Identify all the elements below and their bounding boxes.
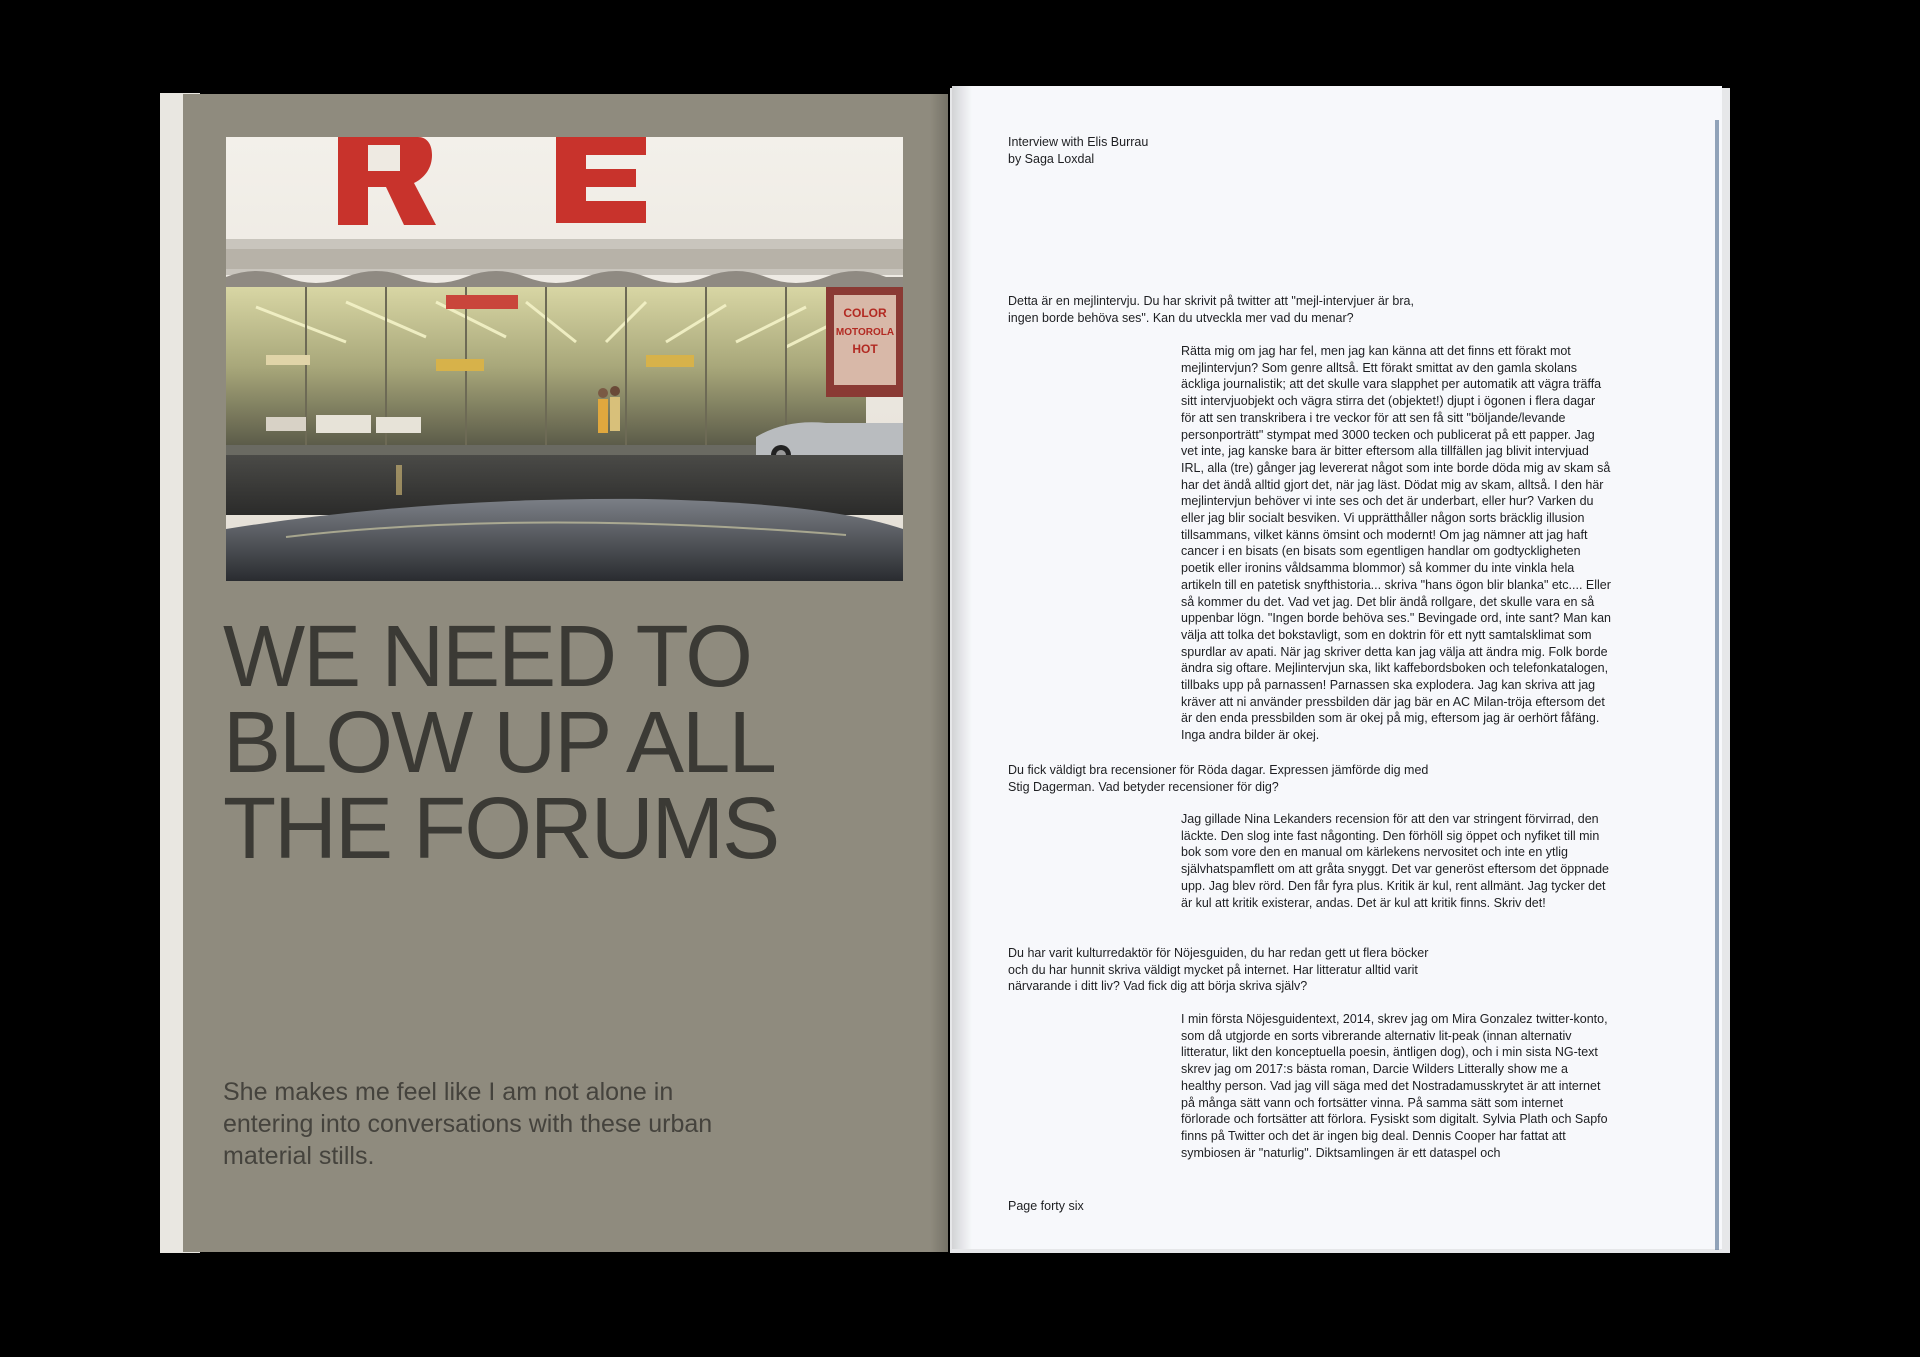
left-page [183, 94, 948, 1252]
headline-line-1: WE NEED TO [223, 608, 751, 705]
answer-2: Jag gillade Nina Lekanders recension för att den var stringent förvirrad, den läckte. Den slog inte fast någonting. Den förhöll sig öppet och nyfiket till min bok som vore den en manual om kärlekens nervositet och inte en ytlig självhatspamflett om att gråta snyggt. Det var generöst eftersom det öppnade upp. Jag blev rörd. Den får fyra plus. Kritik är kul, rent allmänt. Jag tycker det är kul att kritik existerar, andas. Det är kul att kritik finns. Skriv det! [1181, 812, 1610, 910]
answer-3: I min första Nöjesguidentext, 2014, skrev jag om Mira Gonzalez twitter-konto, som då utgjorde en sorts vibrerande alternativ lit-peak (innan alternativ litteratur, likt den konceptuella poesin, äntligen dog), och i min sista NG-text skrev jag om 2017:s bästa roman, Darcie Wilders Litterally show me a healthy person. Vad jag vill säga med det Nostradamusskrytet är att internet på många sätt vann och fortsätter vinna. På samma sätt som internet förlorade och fortsätter att förlora. Fysiskt som digitalt. Sylvia Plath och Sapfo finns på Twitter och det är ingen big deal. Dennis Cooper har fattat att symbiosen är "naturlig". Diktsamlingen är ett dataspel och [1181, 1012, 1608, 1160]
gutter-shadow [952, 86, 972, 1249]
sign-text-hot: HOT [852, 342, 878, 356]
answer-1: Rätta mig om jag har fel, men jag kan känna att det finns ett förakt mot mejlintervjun? Som genre alltså. Ett förakt smittat av den gamla skolans äckliga journalistik; att det skulle vara slapphet per automatik att vägra träffa sitt intervjuobjekt och vägra stirra det (objektet!) djupt i ögonen i flera dagar för att sen transkribera i tre veckor för att sen få sitt "böljande/levande personporträtt" stympat med 3000 tecken och publicerat på ett papper. Jag vet inte, jag kanske bara är bitter eftersom alla tillfällen jag blivit intervjuad IRL, alla (tre) gånger jag levererat något som inte borde döda mig av skam så har det ändå alltid gjort det, när jag läst. Dödat mig av skam, alltså. I den här mejlintervjun behöver vi inte ses och det är underbart, eller hur? Varken du eller jag blir socialt besviken. Vi upprätthåller någon sorts bräcklig illusion tillsammans, vilket känns ömsint och modernt! Om jag nämner att jag haft cancer i en bisats (en bisats som egentligen handlar om godtyckligheten poetik eller ironins våldsamma blommor) så kommer du inte vinkla hela artikeln till en patetisk snyfthistoria... skriva "hans ögon blir blanka" etc.... Eller så kommer du det. Vad vet jag. Det blir ändå rollgare, det skulle vara en så uppenbar lögn. "Ingen borde behöva ses." Bevingade ord, inte sant? Man kan välja att tolka det bokstavligt, som en doktrin för ett nytt samtalsklimat som spurdlar av apati. När jag skriver detta kan jag välja att ändra mig. Folk borde ändra sig oftare. Mejlintervjun ska, likt kaffebordsboken och telefonkatalogen, tillbaks upp på parnassen! Parnassen ska explodera. Jag kan skriva att jag kräver att ni använder pressbilden där jag bär en AC Milan-tröja eftersom det är den enda pressbilden som är okej på mig, eftersom jag är oerhört fåfäng. Inga andra bilder är okej. [1181, 344, 1612, 743]
headline-line-2: BLOW UP ALL [223, 694, 775, 791]
question-3: Du har varit kulturredaktör för Nöjesguiden, du har redan gett ut flera böcker och du har hunnit skriva väldigt mycket på internet. Har litteratur alltid varit närvarande i ditt liv? Vad fick dig att börja skriva själv? [1008, 946, 1429, 994]
question-2: Du fick väldigt bra recensioner för Röda dagar. Expressen jämförde dig med Stig Dagerman. Vad betyder recensioner för dig? [1008, 763, 1429, 794]
gutter-shadow [930, 94, 948, 1252]
sign-text-motorola: MOTOROLA [835, 327, 895, 338]
byline-author: by Saga Loxdal [1008, 151, 1095, 166]
byline-interview: Interview with Elis Burrau [1008, 135, 1149, 149]
pull-quote: She makes me feel like I am not alone in entering into conversations with these urban material stills. [223, 1078, 713, 1170]
storefront-illustration [226, 137, 903, 581]
page-stack-edge [1715, 120, 1719, 1250]
byline [1008, 134, 1148, 167]
storefront-photo [226, 137, 903, 581]
right-page [952, 86, 1722, 1249]
headline [223, 608, 923, 877]
sign-text-color: COLOR [843, 306, 887, 320]
page-number: Page forty six [1008, 1199, 1084, 1213]
headline-line-3: THE FORUMS [223, 780, 779, 877]
question-1: Detta är en mejlintervju. Du har skrivit på twitter att "mejl-intervjuer är bra, ingen borde behöva ses". Kan du utveckla mer vad du menar? [1008, 294, 1414, 325]
